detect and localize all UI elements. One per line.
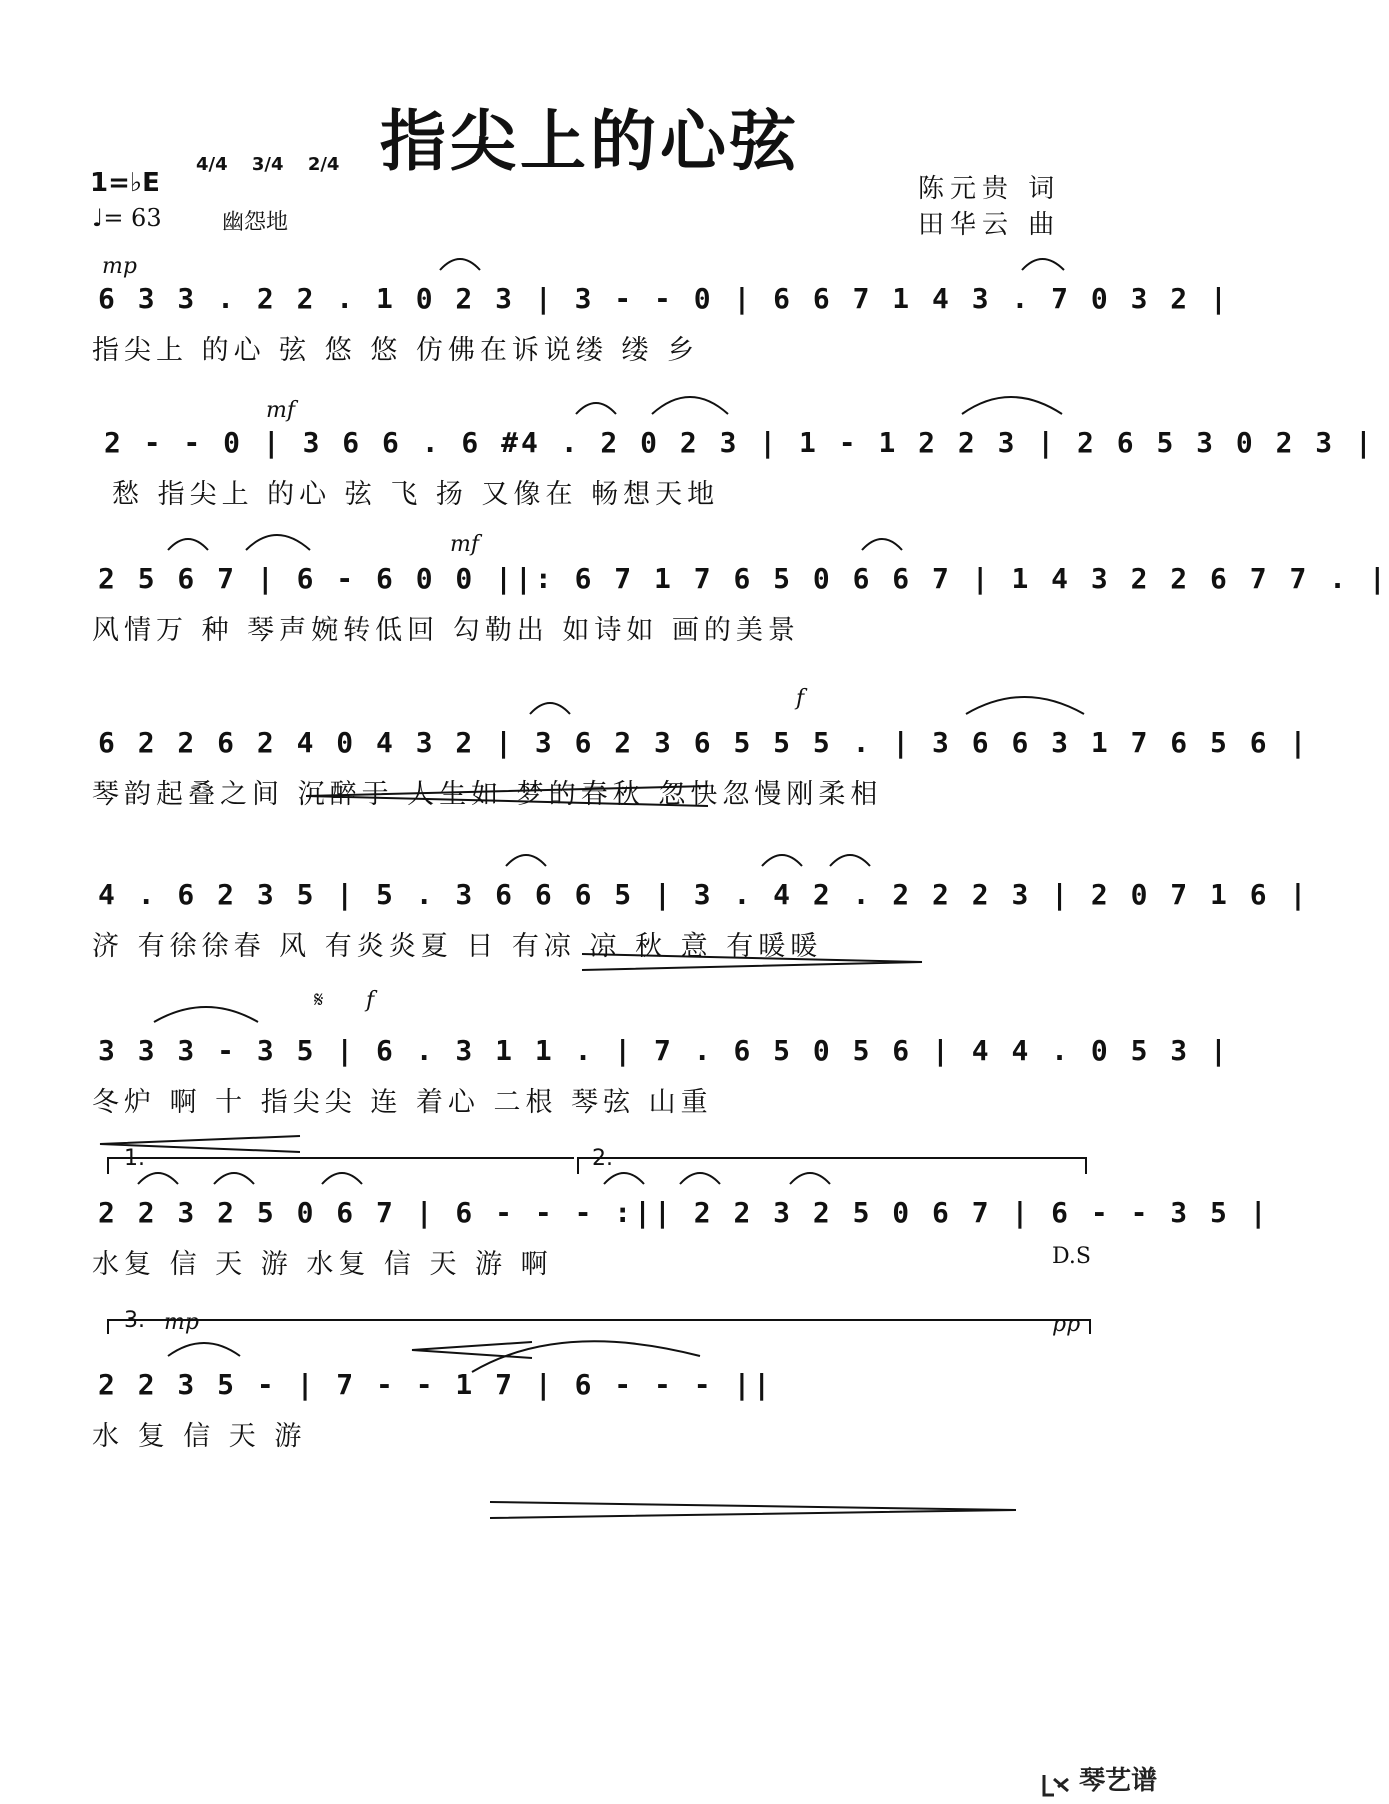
lyrics-row-2: 愁 指尖上 的心 弦 飞 扬 又像在 畅想天地 — [112, 479, 720, 510]
meter-1: 4/4 — [196, 154, 228, 175]
composer-credit: 田华云 曲 — [918, 210, 1061, 240]
watermark-text: 琴艺谱 — [1079, 1766, 1158, 1796]
slur-r4-b — [966, 697, 1084, 714]
slur-r3-c — [862, 539, 902, 550]
hairpin-r8 — [490, 1502, 1016, 1518]
slur-r7-e — [680, 1173, 720, 1184]
hairpin-r6 — [100, 1136, 300, 1152]
key-signature: 1=♭E — [90, 168, 160, 198]
lyricist-credit: 陈元贵 词 — [918, 174, 1061, 204]
notation-row-8: 2 2 3 5 - | 7 - - 1 7 | 6 - - - || — [98, 1368, 774, 1401]
slur-r1-b — [1022, 259, 1064, 270]
dynamic-mp-2: mp — [164, 1310, 199, 1335]
meter-2: 3/4 — [251, 154, 284, 175]
slur-r2-c — [962, 397, 1062, 414]
slur-r7-f — [790, 1173, 830, 1184]
lyrics-row-5: 济 有徐徐春 风 有炎炎夏 日 有凉 凉 秋 意 有暖暖 — [92, 931, 823, 962]
notation-row-5: 4 . 6 2 3 5 | 5 . 3 6 6 6 5 | 3 . 4 2 . 2 2 2 3 | 2 0 7 1 6 | — [98, 878, 1310, 911]
dynamic-mp: mp — [102, 254, 137, 279]
volta-bracket-3 — [108, 1320, 1090, 1334]
slur-r8-a — [168, 1343, 240, 1356]
hairpin-r4 — [306, 786, 708, 806]
lyrics-row-7: 水复 信 天 游 水复 信 天 游 啊 — [92, 1249, 553, 1280]
lyrics-row-6: 冬炉 啊 十 指尖尖 连 着心 二根 琴弦 山重 — [92, 1087, 713, 1118]
slur-r3-a — [168, 539, 208, 550]
slur-r2-b — [652, 397, 728, 414]
expression-marking: 幽怨地 — [222, 210, 289, 235]
notation-row-7: 2 2 3 2 5 0 6 7 | 6 - - - :|| 2 2 3 2 5 0 6 7 | 6 - - 3 5 | — [98, 1196, 1270, 1229]
score-title: 指尖上的心弦 — [380, 103, 800, 180]
slur-r5-a — [506, 855, 546, 866]
volta-bracket-1 — [108, 1158, 574, 1174]
slur-r5-b — [762, 855, 802, 866]
ds-marker: D.S — [1052, 1244, 1091, 1269]
volta-1-label: 1. — [124, 1146, 145, 1171]
dynamic-pp: pp — [1052, 1312, 1081, 1337]
slur-r7-a — [138, 1173, 178, 1184]
slur-r7-c — [322, 1173, 362, 1184]
slur-r1-a — [440, 259, 480, 270]
slur-r5-c — [830, 855, 870, 866]
lyrics-row-8: 水 复 信 天 游 — [92, 1421, 307, 1452]
slur-r2-a — [576, 403, 616, 414]
dynamic-mf-2: mf — [450, 532, 480, 557]
hairpin-r5 — [582, 954, 922, 970]
meter-3: 2/4 — [307, 154, 340, 175]
dynamic-f-2: f — [366, 988, 375, 1013]
lyrics-row-4: 琴韵起叠之间 沉醉于 人生如 梦的春秋 忽快忽慢刚柔相 — [92, 779, 883, 810]
slur-r6-a — [154, 1007, 258, 1022]
tempo-marking: ♩= 63 — [92, 204, 162, 232]
volta-bracket-2 — [578, 1158, 1086, 1174]
slur-r7-b — [214, 1173, 254, 1184]
notation-row-6: 3 3 3 - 3 5 | 6 . 3 1 1 . | 7 . 6 5 0 5 6 | 4 4 . 0 5 3 | — [98, 1034, 1230, 1067]
notation-row-4: 6 2 2 6 2 4 0 4 3 2 | 3 6 2 3 6 5 5 5 . | 3 6 6 3 1 7 6 5 6 | — [98, 726, 1310, 759]
slur-r3-b — [246, 535, 310, 550]
lyrics-row-1: 指尖上 的心 弦 悠 悠 仿佛在诉说缕 缕 乡 — [92, 335, 700, 366]
volta-3-label: 3. — [124, 1308, 145, 1333]
slur-r4-a — [530, 703, 570, 714]
notation-row-1: 6 3 3 . 2 2 . 1 0 2 3 | 3 - - 0 | 6 6 7 1 4 3 . 7 0 3 2 | — [98, 282, 1230, 315]
notation-row-3: 2 5 6 7 | 6 - 6 0 0 ||: 6 7 1 7 6 5 0 6 6 7 | 1 4 3 2 2 6 7 7 . | — [98, 562, 1389, 595]
lyrics-row-3: 风情万 种 琴声婉转低回 勾勒出 如诗如 画的美景 — [92, 615, 800, 646]
volta-2-label: 2. — [592, 1146, 613, 1171]
notation-row-2: 2 - - 0 | 3 6 6 . 6 #4 . 2 0 2 3 | 1 - 1 2 2 3 | 2 6 5 3 0 2 3 | — [104, 426, 1375, 459]
segno-sign: 𝄋 — [314, 988, 324, 1013]
dynamic-mf: mf — [266, 398, 296, 423]
hairpin-r7 — [412, 1342, 532, 1358]
dynamic-f: f — [796, 686, 805, 711]
slur-r7-d — [604, 1173, 644, 1184]
